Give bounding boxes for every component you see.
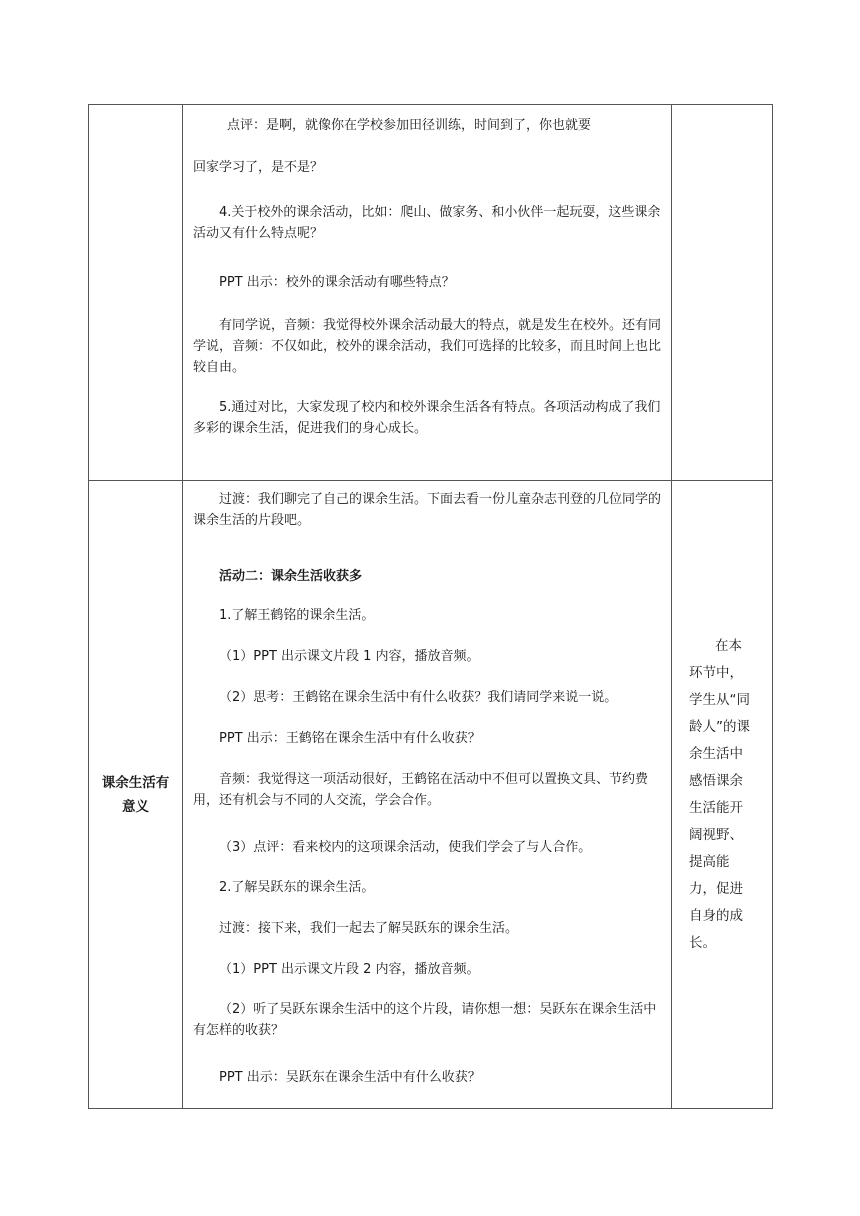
paragraph: 2.了解吴跃东的课余生活。 xyxy=(219,880,375,895)
paragraph: 有同学说，音频：我觉得校外课余活动最大的特点，就是发生在校外。还有同学说，音频：不仅如此，校外的课余活动，我们可选择的比较多，而且时间上也比较自由。 xyxy=(193,318,662,375)
paragraph: PPT 出示：吴跃东在课余生活中有什么收获？ xyxy=(219,1070,481,1085)
paragraph: （2）思考：王鹤铭在课余生活中有什么收获？我们请同学来说一说。 xyxy=(219,690,618,705)
stage-cell xyxy=(89,481,183,1109)
table-row xyxy=(89,481,773,1109)
paragraph: （1）PPT 出示课文片段 2 内容，播放音频。 xyxy=(219,962,480,977)
paragraph: （3）点评：看来校内的这项课余活动，使我们学会了与人合作。 xyxy=(219,840,592,855)
content-cell xyxy=(183,481,672,1109)
design-note: 在本环节中，学生从“同龄人”的课余生活中感悟课余生活能开阔视野、提高能力，促进自身的成长。 xyxy=(689,637,750,951)
note-cell xyxy=(672,105,773,481)
paragraph: 4.关于校外的课余活动，比如：爬山、做家务、和小伙伴一起玩耍，这些课余活动又有什么特点呢？ xyxy=(193,205,661,241)
note-cell xyxy=(672,481,773,1109)
lesson-plan-table xyxy=(88,104,773,1109)
paragraph: 5.通过对比，大家发现了校内和校外课余生活各有特点。各项活动构成了我们多彩的课余生活，促进我们的身心成长。 xyxy=(193,400,661,436)
paragraph: 回家学习了，是不是？ xyxy=(193,160,324,175)
paragraph: 点评：是啊，就像你在学校参加田径训练，时间到了，你也就要 xyxy=(227,118,592,133)
paragraph: PPT 出示：校外的课余活动有哪些特点？ xyxy=(219,275,455,290)
paragraph: （2）听了吴跃东课余生活中的这个片段，请你想一想：吴跃东在课余生活中有怎样的收获？ xyxy=(193,1002,657,1038)
paragraph: （1）PPT 出示课文片段 1 内容，播放音频。 xyxy=(219,649,480,664)
content-cell xyxy=(183,105,672,481)
stage-title: 课余生活有意义 xyxy=(101,774,170,815)
paragraph: PPT 出示：王鹤铭在课余生活中有什么收获？ xyxy=(219,731,481,746)
paragraph: 过渡：我们聊完了自己的课余生活。下面去看一份儿童杂志刊登的几位同学的课余生活的片段吧。 xyxy=(193,492,662,528)
table-row xyxy=(89,105,773,481)
stage-cell xyxy=(89,105,183,481)
paragraph: 1.了解王鹤铭的课余生活。 xyxy=(219,608,375,623)
paragraph: 音频：我觉得这一项活动很好，王鹤铭在活动中不但可以置换文具、节约费用，还有机会与不同的人交流，学会合作。 xyxy=(193,772,649,808)
paragraph: 过渡：接下来，我们一起去了解吴跃东的课余生活。 xyxy=(219,921,519,936)
activity-heading: 活动二：课余生活收获多 xyxy=(219,569,363,584)
